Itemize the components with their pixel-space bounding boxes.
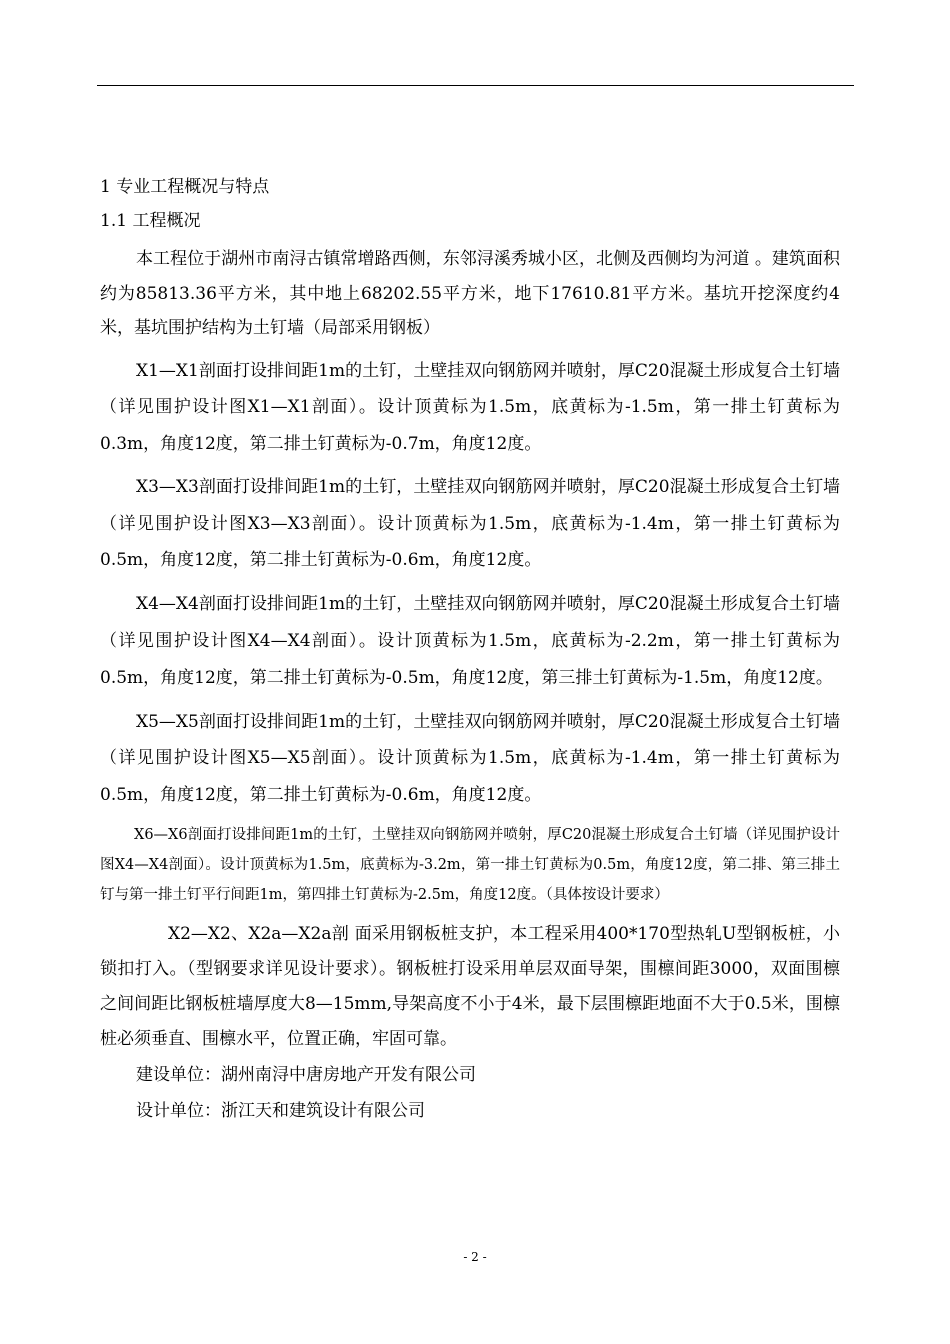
section-heading: 1 专业工程概况与特点 [100,177,270,197]
document-body [100,170,840,1129]
paragraph-section-x5: X5—X5剖面打设排间距1m的土钉，土壁挂双向钢筋网并喷射，厚C20混凝土形成复合土钉墙（详见围护设计图X5—X5剖面）。设计顶黄标为1.5m，底黄标为-1.4m，第一排土钉黄标为0.5m，角度12度，第二排土钉黄标为-0.6m，角度12度。 [100,711,840,805]
design-unit: 设计单位：浙江天和建筑设计有限公司 [136,1101,425,1121]
paragraph-section-x4: X4—X4剖面打设排间距1m的土钉，土壁挂双向钢筋网并喷射，厚C20混凝土形成复合土钉墙（详见围护设计图X4—X4剖面）。设计顶黄标为1.5m，底黄标为-2.2m，第一排土钉黄标为0.5m，角度12度，第二排土钉黄标为-0.5m，角度12度，第三排土钉黄标为-1.5m，角度12度。 [100,593,840,688]
subsection-heading: 1.1 工程概况 [100,211,201,231]
paragraph-section-x6: X6—X6剖面打设排间距1m的土钉，土壁挂双向钢筋网并喷射，厚C20混凝土形成复合土钉墙（详见围护设计图X4—X4剖面）。设计顶黄标为1.5m，底黄标为-3.2m，第一排土钉黄标为0.5m，角度12度，第二排、第三排土钉与第一排土钉平行间距1m，第四排土钉黄标为-2.5m，角度12度。（具体按设计要求） [100,827,840,903]
paragraph-section-x1: X1—X1剖面打设排间距1m的土钉，土壁挂双向钢筋网并喷射，厚C20混凝土形成复合土钉墙（详见围护设计图X1—X1剖面）。设计顶黄标为1.5m，底黄标为-1.5m，第一排土钉黄标为0.3m，角度12度，第二排土钉黄标为-0.7m，角度12度。 [100,360,840,454]
paragraph-section-x2: X2—X2、X2a—X2a剖 面采用钢板桩支护，本工程采用400*170型热轧U型钢板桩，小锁扣打入。（型钢要求详见设计要求）。钢板桩打设采用单层双面导架，围檩间距3000，双面围檩之间间距比钢板桩墙厚度大8—15mm,导架高度不小于4米，最下层围檩距地面不大于0.5米，围檩桩必须垂直、围檩水平，位置正确，牢固可靠。 [100,924,840,1049]
paragraph-project-location: 本工程位于湖州市南浔古镇常增路西侧，东邻浔溪秀城小区，北侧及西侧均为河道 。建筑面积约为85813.36平方米，其中地上68202.55平方米，地下17610.81平方米。基坑开挖深度约4米，基坑围护结构为土钉墙（局部采用钢板） [100,249,840,338]
paragraph-section-x3: X3—X3剖面打设排间距1m的土钉，土壁挂双向钢筋网并喷射，厚C20混凝土形成复合土钉墙（详见围护设计图X3—X3剖面）。设计顶黄标为1.5m，底黄标为-1.4m，第一排土钉黄标为0.5m，角度12度，第二排土钉黄标为-0.6m，角度12度。 [100,477,840,570]
header-rule [97,85,854,86]
construction-unit: 建设单位：湖州南浔中唐房地产开发有限公司 [136,1065,476,1085]
page-number: - 2 - [463,1250,487,1264]
